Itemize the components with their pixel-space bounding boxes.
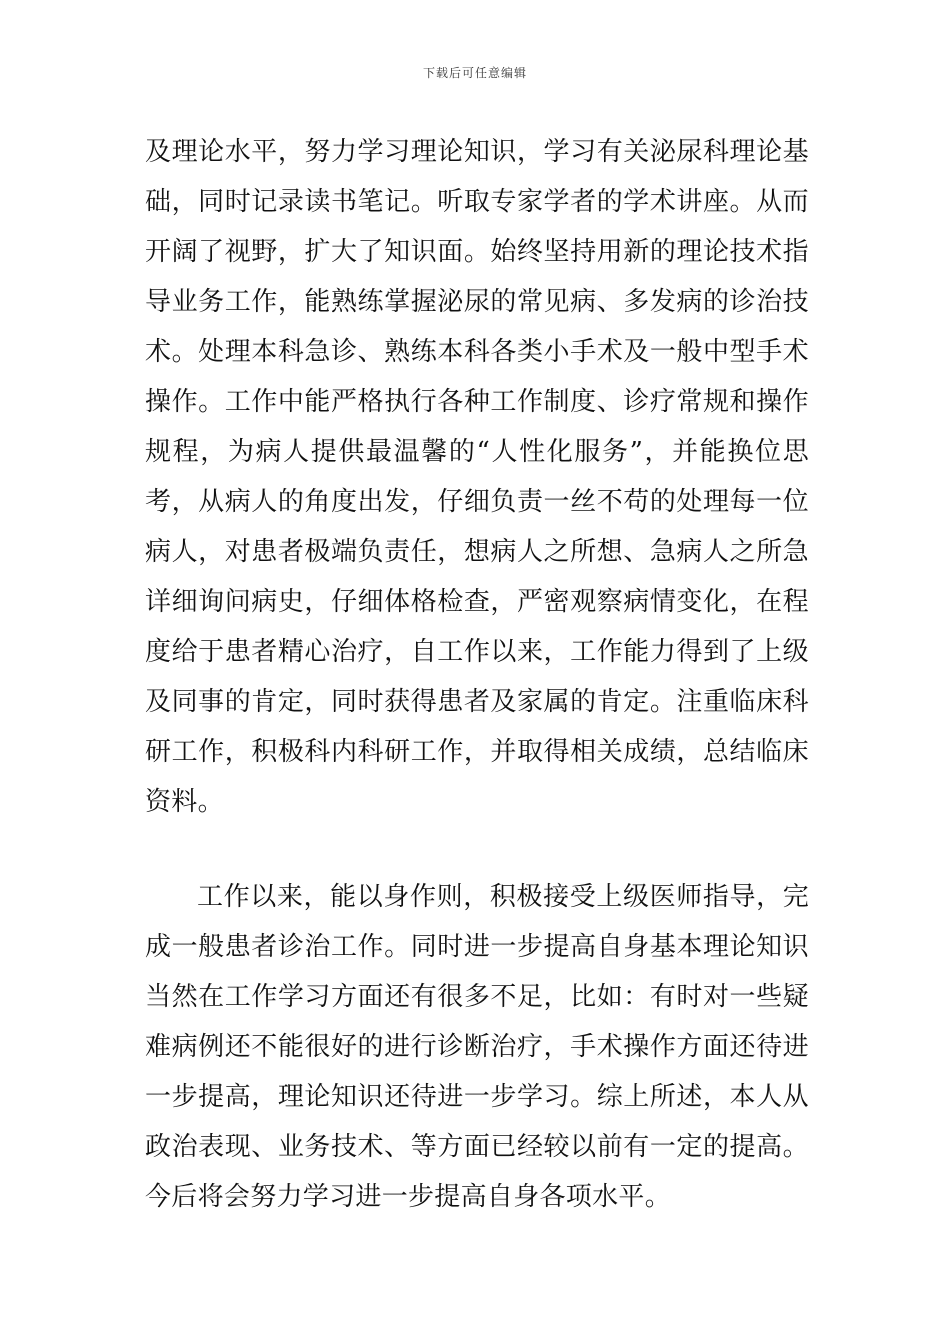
text-line: 政治表现、业务技术、等方面已经较以前有一定的提高。 [145, 1132, 809, 1162]
text-line: 工作以来，能以身作则，积极接受上级医师指导，完 [197, 882, 809, 912]
text-line: 成一般患者诊治工作。同时进一步提高自身基本理论知识 [145, 932, 809, 962]
text-line: 导业务工作，能熟练掌握泌尿的常见病、多发病的诊治技 [145, 287, 809, 317]
text-line: 及理论水平，努力学习理论知识，学习有关泌尿科理论基 [145, 137, 809, 167]
text-line: 术。处理本科急诊、熟练本科各类小手术及一般中型手术 [145, 337, 809, 367]
text-line: 开阔了视野，扩大了知识面。始终坚持用新的理论技术指 [145, 237, 809, 267]
text-line: 详细询问病史，仔细体格检查，严密观察病情变化，在程 [145, 587, 809, 617]
text-line: 规程，为病人提供最温馨的“人性化服务”，并能换位思 [145, 437, 809, 467]
text-line: 难病例还不能很好的进行诊断治疗，手术操作方面还待进 [145, 1032, 809, 1062]
text-line: 度给于患者精心治疗，自工作以来，工作能力得到了上级 [145, 637, 809, 667]
text-line: 当然在工作学习方面还有很多不足，比如：有时对一些疑 [145, 982, 809, 1012]
paragraph-2 [145, 872, 809, 1222]
text-line: 病人，对患者极端负责任，想病人之所想、急病人之所急 [145, 537, 809, 567]
text-line: 及同事的肯定，同时获得患者及家属的肯定。注重临床科 [145, 687, 809, 717]
text-line: 础，同时记录读书笔记。听取专家学者的学术讲座。从而 [145, 187, 809, 217]
text-line: 一步提高，理论知识还待进一步学习。综上所述，本人从 [145, 1082, 809, 1112]
text-line: 操作。工作中能严格执行各种工作制度、诊疗常规和操作 [145, 387, 809, 417]
text-line: 今后将会努力学习进一步提高自身各项水平。 [145, 1182, 672, 1212]
header-note: 下载后可任意编辑 [422, 66, 527, 80]
text-line: 研工作，积极科内科研工作，并取得相关成绩，总结临床 [145, 737, 809, 767]
paragraph-1 [145, 127, 809, 827]
text-line: 考，从病人的角度出发，仔细负责一丝不苟的处理每一位 [145, 487, 809, 517]
text-line: 资料。 [145, 787, 224, 817]
